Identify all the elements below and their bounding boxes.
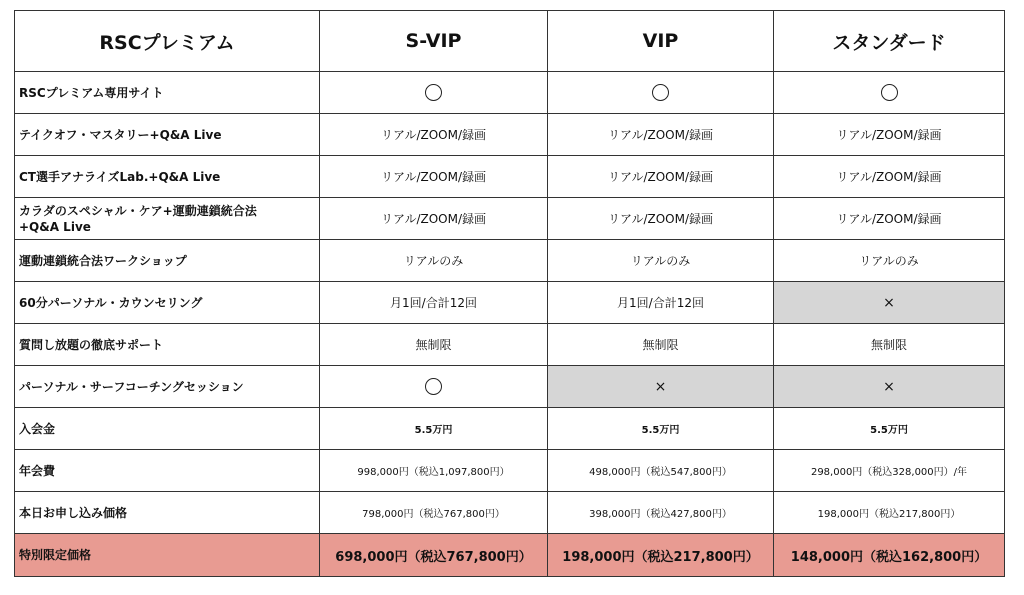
available-cell <box>774 72 1005 114</box>
table-cell: リアルのみ <box>774 240 1005 282</box>
table-cell: 無制限 <box>774 324 1005 366</box>
circle-icon <box>425 378 442 395</box>
table-cell: リアル/ZOOM/録画 <box>548 156 774 198</box>
row-label: 年会費 <box>15 450 320 492</box>
row-label-line1: カラダのスペシャル・ケア+運動連鎖統合法 <box>19 203 257 218</box>
special-price-row <box>15 534 1005 577</box>
available-cell <box>320 72 548 114</box>
row-label: パーソナル・サーフコーチングセッション <box>15 366 320 408</box>
table-row <box>15 366 1005 408</box>
table-cell: リアル/ZOOM/録画 <box>548 114 774 156</box>
table-cell: リアルのみ <box>320 240 548 282</box>
table-cell: 月1回/合計12回 <box>320 282 548 324</box>
header-standard: スタンダード <box>774 11 1005 72</box>
table-cell: リアル/ZOOM/録画 <box>320 156 548 198</box>
header-s-vip: S-VIP <box>320 11 548 72</box>
unavailable-cell: × <box>548 366 774 408</box>
table-cell: リアル/ZOOM/録画 <box>774 156 1005 198</box>
row-label: 入会金 <box>15 408 320 450</box>
table-cell: 月1回/合計12回 <box>548 282 774 324</box>
table-cell: リアル/ZOOM/録画 <box>320 114 548 156</box>
row-label <box>15 198 320 240</box>
header-row <box>15 11 1005 72</box>
table-cell: 5.5万円 <box>548 408 774 450</box>
row-label: CT選手アナライズLab.+Q&A Live <box>15 156 320 198</box>
unavailable-cell: × <box>774 366 1005 408</box>
table-row <box>15 114 1005 156</box>
row-label: 本日お申し込み価格 <box>15 492 320 534</box>
table-row <box>15 408 1005 450</box>
table-cell: 無制限 <box>320 324 548 366</box>
table-cell: リアル/ZOOM/録画 <box>320 198 548 240</box>
table-row <box>15 324 1005 366</box>
special-price-cell: 198,000円（税込217,800円） <box>548 534 774 577</box>
header-vip: VIP <box>548 11 774 72</box>
table-cell: 398,000円（税込427,800円） <box>548 492 774 534</box>
unavailable-cell: × <box>774 282 1005 324</box>
row-label: 運動連鎖統合法ワークショップ <box>15 240 320 282</box>
table-cell: 5.5万円 <box>320 408 548 450</box>
circle-icon <box>881 84 898 101</box>
table-cell: 298,000円（税込328,000円）/年 <box>774 450 1005 492</box>
table-cell: リアル/ZOOM/録画 <box>774 198 1005 240</box>
row-label: テイクオフ・マスタリー+Q&A Live <box>15 114 320 156</box>
table-row <box>15 240 1005 282</box>
available-cell <box>548 72 774 114</box>
table-row <box>15 492 1005 534</box>
table-cell: 198,000円（税込217,800円） <box>774 492 1005 534</box>
table-row <box>15 282 1005 324</box>
table-row <box>15 198 1005 240</box>
row-label: 60分パーソナル・カウンセリング <box>15 282 320 324</box>
row-label: 特別限定価格 <box>15 534 320 577</box>
table-cell: リアル/ZOOM/録画 <box>548 198 774 240</box>
circle-icon <box>425 84 442 101</box>
table-cell: 998,000円（税込1,097,800円） <box>320 450 548 492</box>
table-row <box>15 72 1005 114</box>
table-cell: 5.5万円 <box>774 408 1005 450</box>
row-label: RSCプレミアム専用サイト <box>15 72 320 114</box>
available-cell <box>320 366 548 408</box>
table-cell: 498,000円（税込547,800円） <box>548 450 774 492</box>
row-label-line2: +Q&A Live <box>19 219 91 234</box>
table-cell: 798,000円（税込767,800円） <box>320 492 548 534</box>
row-label: 質問し放題の徹底サポート <box>15 324 320 366</box>
table-row <box>15 156 1005 198</box>
circle-icon <box>652 84 669 101</box>
special-price-cell: 698,000円（税込767,800円） <box>320 534 548 577</box>
pricing-table <box>14 10 1005 577</box>
table-row <box>15 450 1005 492</box>
table-cell: リアルのみ <box>548 240 774 282</box>
table-cell: 無制限 <box>548 324 774 366</box>
header-plan-name: RSCプレミアム <box>15 11 320 72</box>
table-cell: リアル/ZOOM/録画 <box>774 114 1005 156</box>
special-price-cell: 148,000円（税込162,800円） <box>774 534 1005 577</box>
